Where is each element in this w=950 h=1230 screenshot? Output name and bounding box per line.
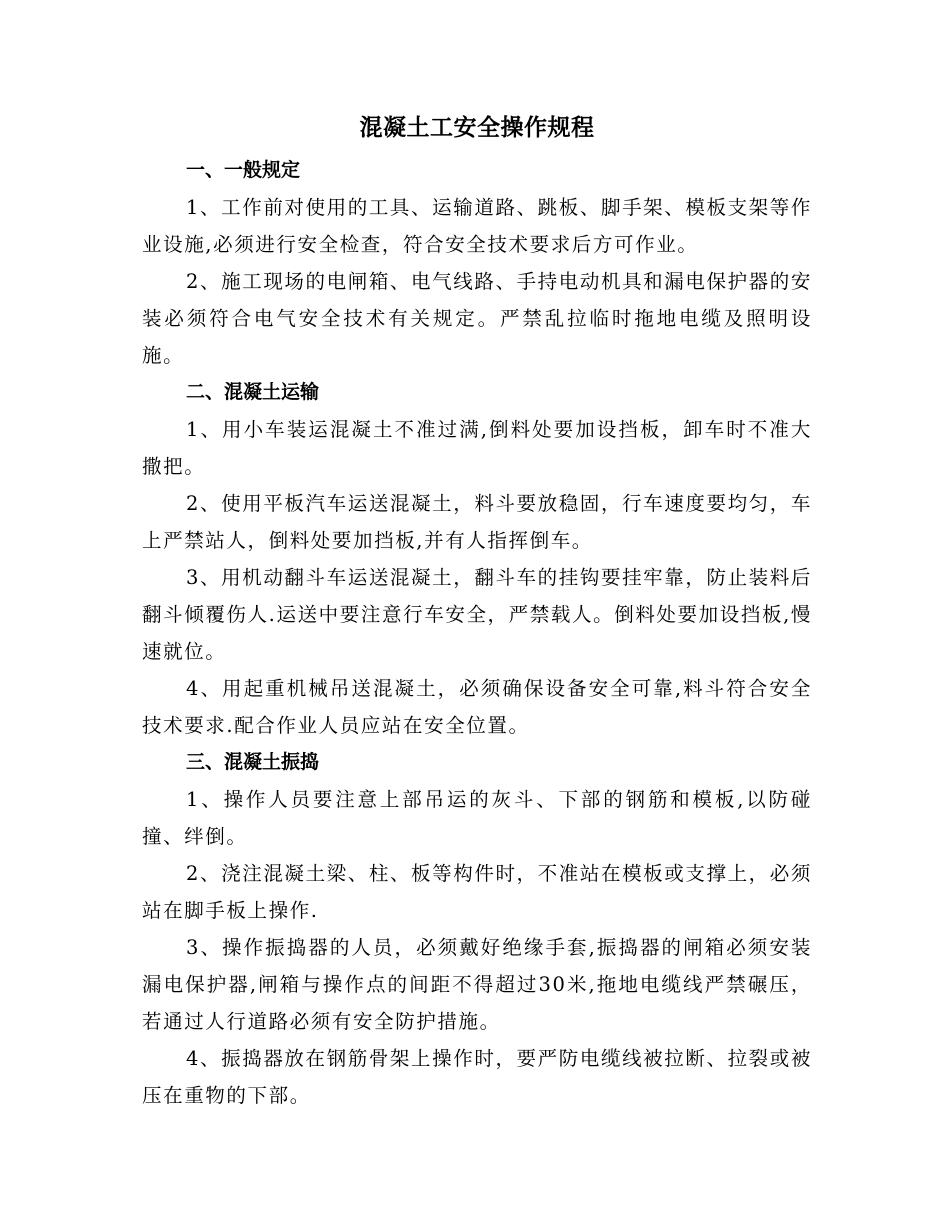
rule-paragraph: 2、施工现场的电闸箱、电气线路、手持电动机具和漏电保护器的安装必须符合电气安全技术有关规定。严禁乱拉临时拖地电缆及照明设施。 — [142, 270, 812, 367]
rule-paragraph: 1、工作前对使用的工具、运输道路、跳板、脚手架、模板支架等作业设施,必须进行安全检查，符合安全技术要求后方可作业。 — [142, 196, 812, 256]
section-general-rules — [142, 152, 812, 374]
section-concrete-vibration — [142, 744, 812, 1114]
rule-paragraph: 4、用起重机械吊送混凝土，必须确保设备安全可靠,料斗符合安全技术要求.配合作业人员应站在安全位置。 — [142, 677, 812, 737]
rule-paragraph: 3、操作振捣器的人员，必须戴好绝缘手套,振捣器的闸箱必须安装漏电保护器,闸箱与操作点的间距不得超过30米,拖地电缆线严禁碾压，若通过人行道路必须有安全防护措施。 — [142, 936, 812, 1033]
section-heading: 一、一般规定 — [186, 159, 301, 181]
rule-paragraph: 3、用机动翻斗车运送混凝土，翻斗车的挂钩要挂牢靠，防止装料后翻斗倾覆伤人.运送中要注意行车安全，严禁载人。倒料处要加设挡板,慢速就位。 — [142, 566, 812, 663]
rule-paragraph: 2、使用平板汽车运送混凝土，料斗要放稳固，行车速度要均匀，车上严禁站人，倒料处要加挡板,并有人指挥倒车。 — [142, 492, 812, 552]
document-page — [142, 108, 812, 1114]
rule-paragraph: 1、用小车装运混凝土不准过满,倒料处要加设挡板，卸车时不准大撒把。 — [142, 418, 812, 478]
rule-paragraph: 1、操作人员要注意上部吊运的灰斗、下部的钢筋和模板,以防碰撞、绊倒。 — [142, 788, 812, 848]
rule-paragraph: 4、振捣器放在钢筋骨架上操作时，要严防电缆线被拉断、拉裂或被压在重物的下部。 — [142, 1047, 812, 1107]
section-concrete-transport — [142, 374, 812, 744]
section-heading: 三、混凝土振捣 — [186, 751, 320, 773]
section-heading: 二、混凝土运输 — [186, 381, 320, 403]
document-title: 混凝土工安全操作规程 — [359, 115, 595, 141]
rule-paragraph: 2、浇注混凝土梁、柱、板等构件时，不准站在模板或支撑上，必须站在脚手板上操作. — [142, 862, 812, 922]
